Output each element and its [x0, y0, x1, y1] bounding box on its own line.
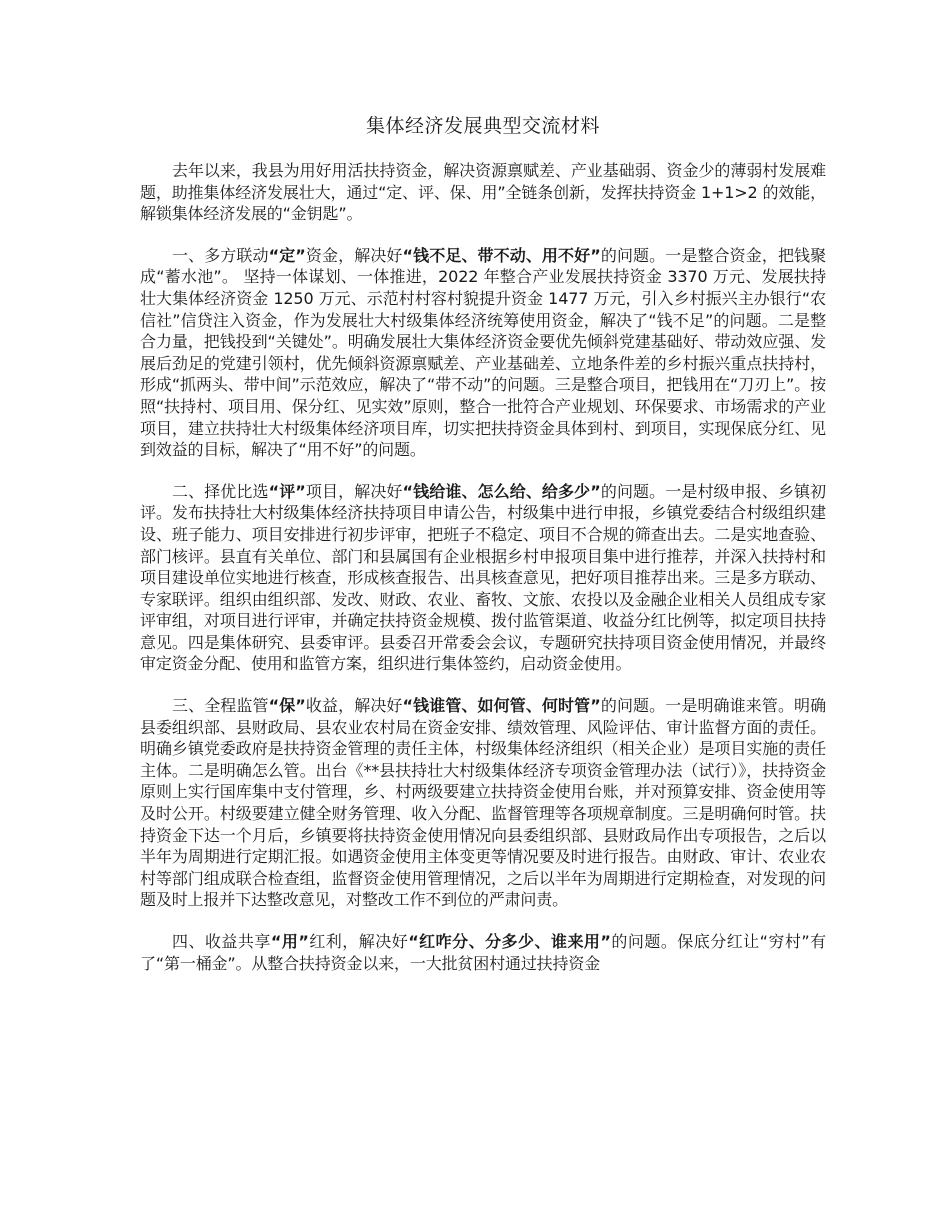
section-3-body: 的问题。一是明确谁来管。明确县委组织部、县财政局、县农业农村局在资金安排、绩效管理、风险评估、审计监督方面的责任。明确乡镇党委政府是扶持资金管理的责任主体，村级集体经济组织（相关企业）是项目实施的责任主体。二是明确怎么管。出台《**县扶持壮大村级集体经济专项资金管理办法（试行）》，扶持资金原则上实行国库集中支付管理，乡、村两级要建立扶持资金使用台账，并对预算安排、资金使用等及时公开。村级要建立健全财务管理、收入分配、监督管理等各项规章制度。三是明确何时管。扶持资金下达一个月后，乡镇要将扶持资金使用情况向县委组织部、县财政局作出专项报告，之后以半年为周期进行定期汇报。如遇资金使用主体变更等情况要及时进行报告。由财政、审计、农业农村等部门组成联合检查组，监督资金使用管理情况，之后以半年为周期进行定期检查，对发现的问题及时上报并下达整改意见，对整改工作不到位的严肃问责。 — [140, 696, 826, 910]
section-2-lead: 二、择优比选 — [172, 481, 269, 501]
section-3-problem: “钱谁管、如何管、何时管” — [402, 696, 601, 716]
intro-paragraph: 去年以来，我县为用好用活扶持资金，解决资源禀赋差、产业基础弱、资金少的薄弱村发展难题，助推集体经济发展壮大，通过“定、评、保、用”全链条创新，发挥扶持资金 1+1>2 的效能，解锁集体经济发展的“金钥匙”。 — [140, 161, 826, 224]
section-1-paragraph — [140, 245, 826, 461]
section-3-key: “保” — [268, 696, 306, 716]
section-4-lead: 四、收益共享 — [172, 932, 271, 951]
section-3-mid: 收益，解决好 — [305, 696, 403, 716]
document-page — [140, 112, 826, 994]
section-4-body: 的问题。保底分红让“穷村”有了“第一桶金”。从整合扶持资金以来，一大批贫困村通过扶持资金 — [140, 932, 826, 973]
section-1-problem: “钱不足、带不动、用不好” — [402, 245, 601, 265]
section-2-body: 的问题。一是村级申报、乡镇初评。发布扶持壮大村级集体经济扶持项目申请公告，村级集中进行申报，乡镇党委结合村级组织建设、班子能力、项目安排进行初步评审，把班子不稳定、项目不合规的筛查出去。二是实地查验、部门核评。县直有关单位、部门和县属国有企业根据乡村申报项目集中进行推荐，并深入扶持村和项目建设单位实地进行核查，形成核查报告、出具核查意见，把好项目推荐出来。三是多方联动、专家联评。组织由组织部、发改、财政、农业、畜牧、文旅、农投以及金融企业相关人员组成专家评审组，对项目进行评审，并确定扶持资金规模、拨付监管渠道、收益分红比例等，拟定项目扶持意见。四是集体研究、县委审评。县委召开常委会会议，专题研究扶持项目资金使用情况，并最终审定资金分配、使用和监管方案，组织进行集体签约，启动资金使用。 — [140, 481, 826, 674]
section-2-problem: “钱给谁、怎么给、给多少” — [402, 481, 601, 501]
section-2-key: “评” — [268, 481, 306, 501]
section-1-key: “定” — [268, 245, 306, 265]
section-4-key: “用” — [270, 932, 309, 951]
section-2-mid: 项目，解决好 — [305, 481, 403, 501]
document-title: 集体经济发展典型交流材料 — [365, 115, 600, 137]
section-3-paragraph — [140, 695, 826, 911]
section-1-body: 的问题。一是整合资金，把钱聚成“蓄水池”。 坚持一体谋划、一体推进，2022 年整合产业发展扶持资金 3370 万元、发展扶持壮大集体经济资金 1250 万元、示范村村容村貌提升资金 1477 万元，引入乡村振兴主办银行“农信社”信贷注入资金，作为发展壮大村级集体经济统筹使用资金，解决了“钱不足”的问题。二是整合力量，把钱投到“关键处”。明确发展壮大集体经济资金要优先倾斜党建基础好、带动效应强、发展后劲足的党建引领村，优先倾斜资源禀赋差、产业基础差、立地条件差的乡村振兴重点扶持村，形成“抓两头、带中间”示范效应，解决了“带不动”的问题。三是整合项目，把钱用在“刀刃上”。按照“扶持村、项目用、保分红、见实效”原则，整合一批符合产业规划、环保要求、市场需求的产业项目，建立扶持壮大村级集体经济项目库，切实把扶持资金具体到村、到项目，实现保底分红、见到效益的目标，解决了“用不好”的问题。 — [140, 245, 826, 460]
section-4-mid: 红利，解决好 — [308, 932, 409, 951]
section-1-mid: 资金，解决好 — [305, 245, 403, 265]
section-4-paragraph — [140, 931, 826, 974]
section-2-paragraph — [140, 481, 826, 675]
section-4-problem: “红咋分、分多少、谁来用” — [408, 932, 611, 951]
section-3-lead: 三、全程监管 — [172, 696, 269, 716]
section-1-lead: 一、多方联动 — [172, 245, 269, 265]
